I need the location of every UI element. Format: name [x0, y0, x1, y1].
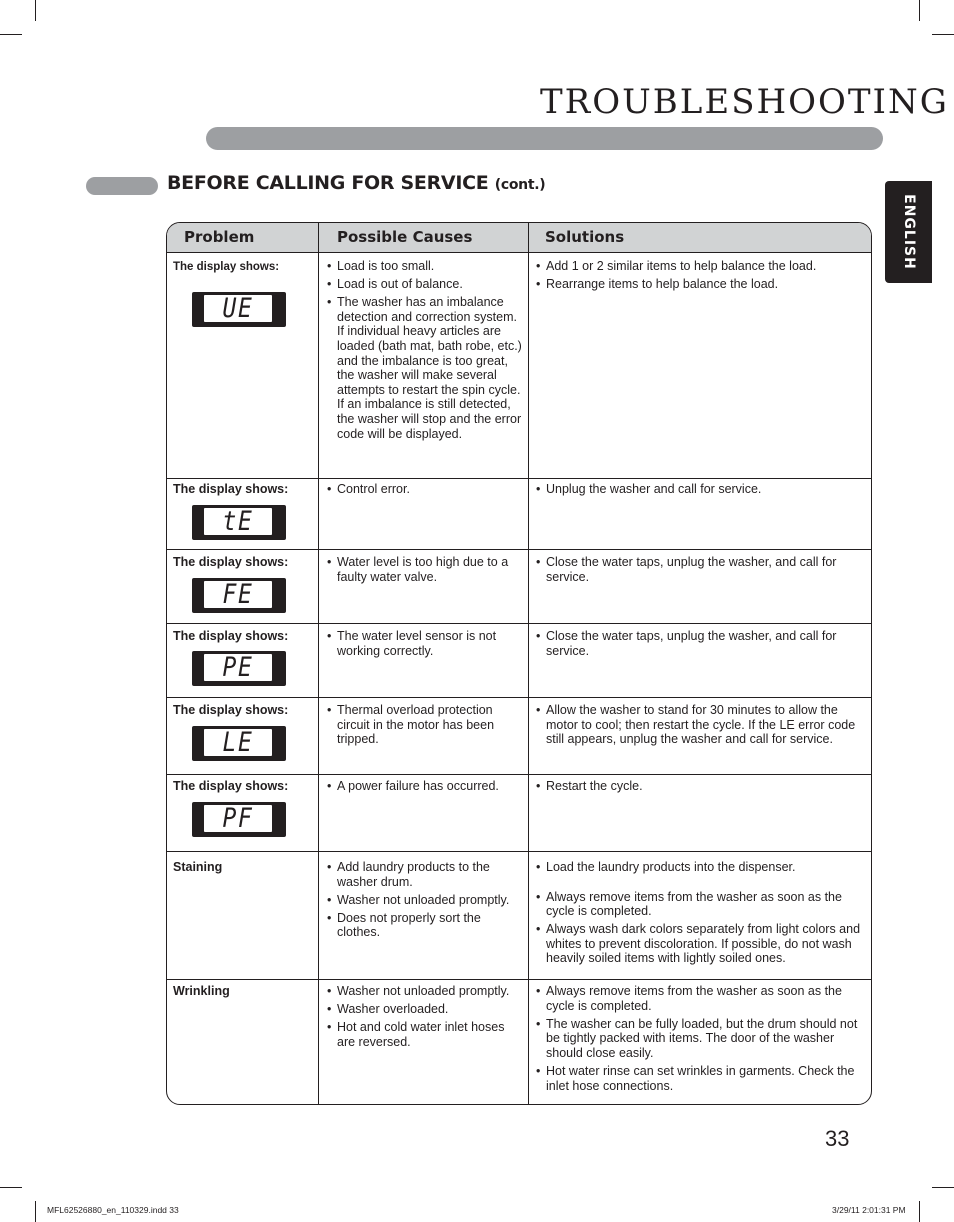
causes-cell [327, 779, 522, 797]
problem-label: Wrinkling [173, 984, 230, 998]
error-display [192, 292, 286, 327]
cause-item: • Load is out of balance. [327, 277, 522, 292]
solutions-cell [536, 779, 866, 797]
solutions-cell [536, 703, 866, 750]
crop-mark [932, 1187, 954, 1188]
problem-label: The display shows: [173, 629, 289, 643]
solution-item: • Close the water taps, unplug the washer, and call for service. [536, 629, 866, 658]
cause-item: • The water level sensor is not working correctly. [327, 629, 522, 658]
causes-cell [327, 984, 522, 1053]
cause-item: • Does not properly sort the clothes. [327, 911, 522, 940]
cause-item: • The washer has an imbalance detection and correction system. If individual heavy articles are loaded (bath mat, bath robe, etc.) and the imbalance is too great, the washer will make several attempts to restart the spin cycle. If an imbalance is still detected, the washer will stop and the error code will be displayed. [327, 295, 522, 441]
problem-label: The display shows: [173, 555, 289, 569]
solution-item: • Unplug the washer and call for service. [536, 482, 866, 497]
page-number: 33 [825, 1126, 850, 1151]
page-title: TROUBLESHOOTING [540, 82, 949, 122]
crop-mark [35, 1201, 36, 1222]
crop-mark [0, 1187, 22, 1188]
error-display [192, 505, 286, 540]
error-code: tE [204, 508, 272, 535]
section-pill [86, 177, 158, 195]
crop-mark [919, 0, 920, 21]
column-divider [528, 223, 529, 1104]
table-header [167, 223, 871, 253]
cause-item: • Load is too small. [327, 259, 522, 274]
file-info: MFL62526880_en_110329.indd 33 [47, 1205, 179, 1215]
crop-mark [0, 34, 22, 35]
solution-item: • Always wash dark colors separately from light colors and whites to prevent discoloration. If possible, do not wash heavily soiled items with lightly soiled ones. [536, 922, 868, 966]
error-code: PE [204, 654, 272, 681]
solution-item: • Close the water taps, unplug the washer, and call for service. [536, 555, 866, 584]
solution-item: • The washer can be fully loaded, but the drum should not be tightly packed with items. The door of the washer should close easily. [536, 1017, 866, 1061]
section-heading [167, 172, 545, 194]
solutions-cell [536, 984, 866, 1097]
solutions-cell [536, 860, 868, 970]
solution-item: • Restart the cycle. [536, 779, 866, 794]
error-code: PF [204, 805, 272, 832]
cause-item: • Add laundry products to the washer drum. [327, 860, 522, 889]
error-code: FE [204, 581, 272, 608]
column-divider [318, 223, 319, 1104]
language-tab [885, 181, 932, 283]
cause-item: • Washer not unloaded promptly. [327, 893, 522, 908]
solution-item: • Load the laundry products into the dispenser. [536, 860, 868, 875]
column-header-problem: Problem [184, 228, 255, 246]
row-divider [167, 549, 871, 550]
cause-item: • Thermal overload protection circuit in the motor has been tripped. [327, 703, 522, 747]
problem-label: The display shows: [173, 703, 289, 717]
solutions-cell [536, 629, 866, 662]
error-display [192, 578, 286, 613]
row-divider [167, 851, 871, 852]
crop-mark [35, 0, 36, 21]
section-heading-text: BEFORE CALLING FOR SERVICE [167, 172, 489, 194]
cause-item: • Hot and cold water inlet hoses are reversed. [327, 1020, 522, 1049]
causes-cell [327, 703, 522, 750]
error-code: LE [204, 729, 272, 756]
print-timestamp: 3/29/11 2:01:31 PM [832, 1205, 906, 1215]
problem-label: The display shows: [173, 482, 289, 496]
solutions-cell [536, 555, 866, 588]
row-divider [167, 478, 871, 479]
crop-mark [919, 1201, 920, 1222]
problem-label: The display shows: [173, 779, 289, 793]
cause-item: • Water level is too high due to a faulty water valve. [327, 555, 522, 584]
error-code: UE [204, 295, 272, 322]
row-divider [167, 697, 871, 698]
crop-mark [932, 34, 954, 35]
solutions-cell [536, 259, 866, 295]
solution-item: • Always remove items from the washer as soon as the cycle is completed. [536, 984, 866, 1013]
causes-cell [327, 629, 522, 662]
cause-item: • Washer overloaded. [327, 1002, 522, 1017]
row-divider [167, 979, 871, 980]
error-display [192, 802, 286, 837]
troubleshooting-table [166, 222, 872, 1105]
problem-label: The display shows: [173, 261, 280, 273]
solution-item: • Always remove items from the washer as soon as the cycle is completed. [536, 890, 868, 919]
row-divider [167, 623, 871, 624]
solutions-cell [536, 482, 866, 500]
solution-item: • Add 1 or 2 similar items to help balance the load. [536, 259, 866, 274]
solution-item: • Allow the washer to stand for 30 minutes to allow the motor to cool; then restart the cycle. If the LE error code still appears, unplug the washer and call for service. [536, 703, 866, 747]
cause-item: • A power failure has occurred. [327, 779, 522, 794]
solution-item: • Hot water rinse can set wrinkles in garments. Check the inlet hose connections. [536, 1064, 866, 1093]
title-bar [206, 127, 883, 150]
problem-label: Staining [173, 860, 223, 874]
column-header-solutions: Solutions [545, 228, 625, 246]
solution-item: • Rearrange items to help balance the load. [536, 277, 866, 292]
section-heading-suffix: (cont.) [494, 177, 546, 193]
causes-cell [327, 860, 522, 943]
row-divider [167, 774, 871, 775]
cause-item: • Control error. [327, 482, 522, 497]
causes-cell [327, 482, 522, 500]
causes-cell [327, 259, 522, 445]
cause-item: • Washer not unloaded promptly. [327, 984, 522, 999]
error-display [192, 651, 286, 686]
error-display [192, 726, 286, 761]
column-header-causes: Possible Causes [337, 228, 473, 246]
language-tab-label: ENGLISH [900, 194, 917, 270]
causes-cell [327, 555, 522, 588]
